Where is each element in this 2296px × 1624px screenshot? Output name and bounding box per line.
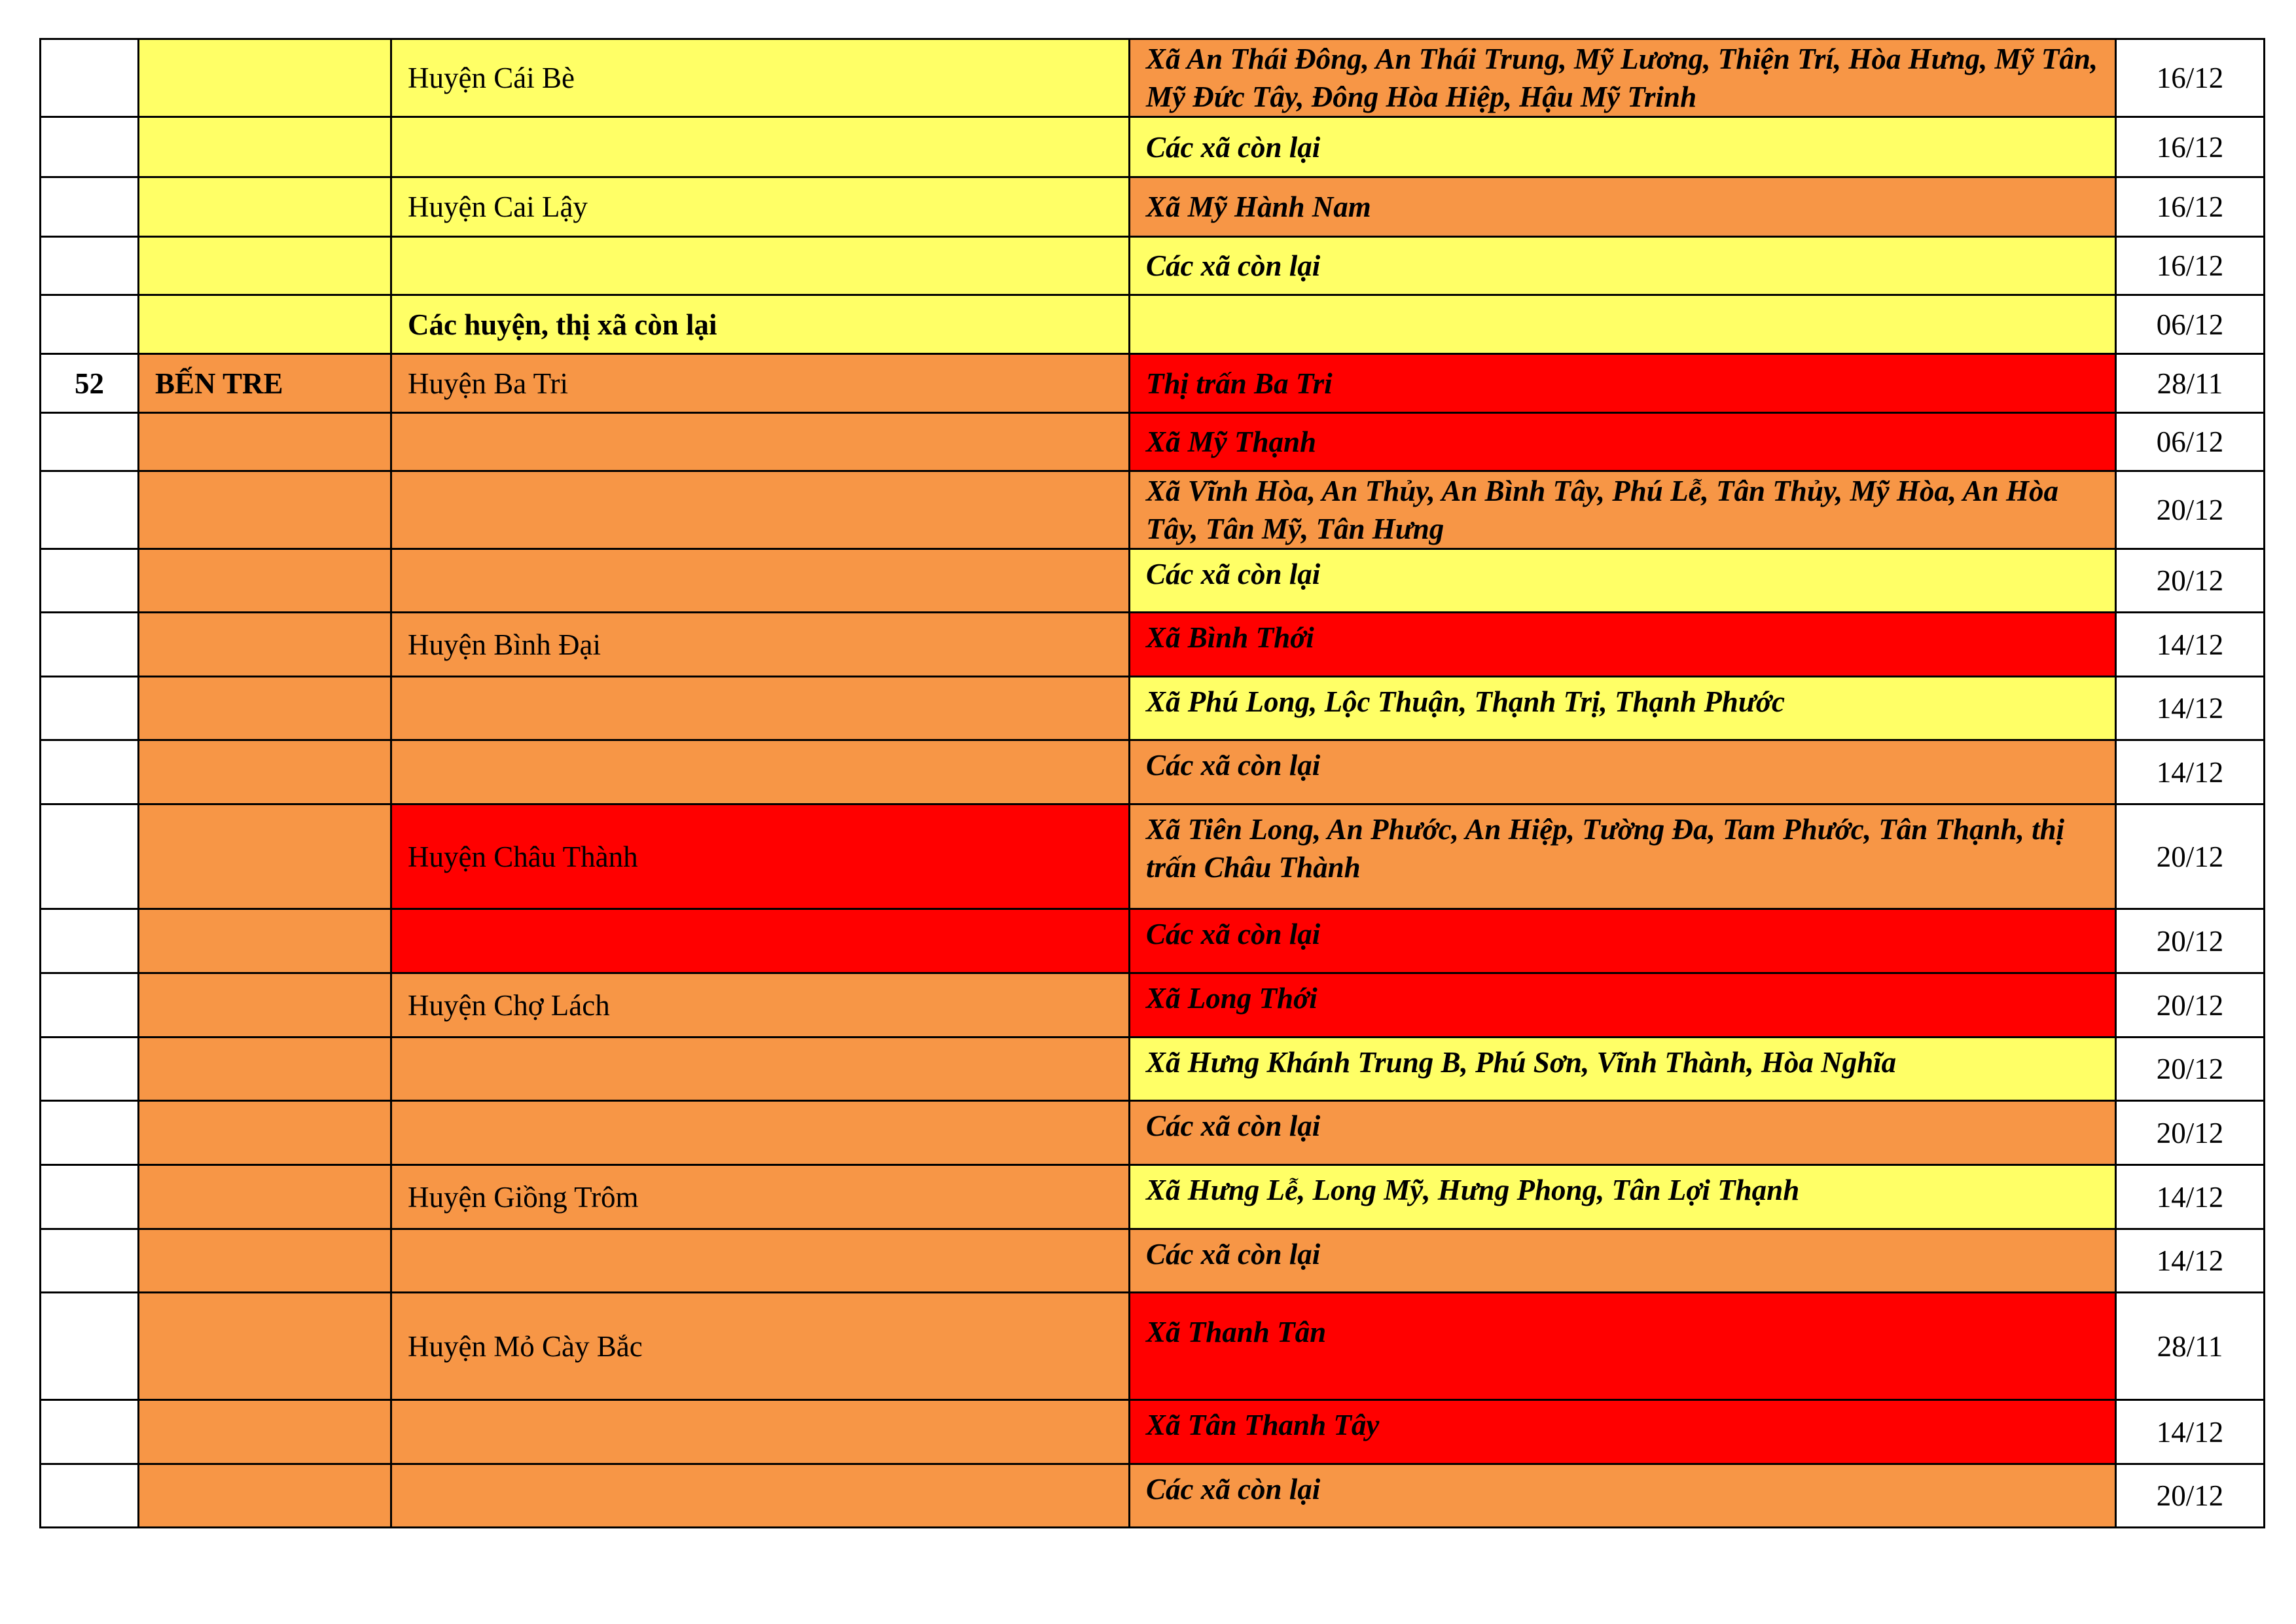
table-row bbox=[41, 177, 2265, 237]
province-cell bbox=[139, 1400, 391, 1464]
date-cell: 20/12 bbox=[2116, 909, 2265, 973]
district-cell: Huyện Ba Tri bbox=[391, 354, 1130, 413]
table-row bbox=[41, 1038, 2265, 1101]
table-row bbox=[41, 740, 2265, 804]
stt-cell bbox=[41, 39, 139, 117]
table-row bbox=[41, 677, 2265, 740]
district-cell bbox=[391, 117, 1130, 177]
date-cell: 16/12 bbox=[2116, 117, 2265, 177]
date-cell: 14/12 bbox=[2116, 613, 2265, 677]
table-row bbox=[41, 613, 2265, 677]
district-cell bbox=[391, 1038, 1130, 1101]
district-cell bbox=[391, 677, 1130, 740]
district-cell bbox=[391, 1400, 1130, 1464]
commune-cell: Xã Tân Thanh Tây bbox=[1130, 1400, 2116, 1464]
district-cell: Huyện Cái Bè bbox=[391, 39, 1130, 117]
commune-cell: Xã Vĩnh Hòa, An Thủy, An Bình Tây, Phú Lễ, Tân Thủy, Mỹ Hòa, An Hòa Tây, Tân Mỹ, Tân Hưng bbox=[1130, 471, 2116, 549]
date-cell: 28/11 bbox=[2116, 1293, 2265, 1400]
commune-cell: Xã An Thái Đông, An Thái Trung, Mỹ Lương, Thiện Trí, Hòa Hưng, Mỹ Tân, Mỹ Đức Tây, Đông Hòa Hiệp, Hậu Mỹ Trinh bbox=[1130, 39, 2116, 117]
table-row bbox=[41, 354, 2265, 413]
stt-cell: 52 bbox=[41, 354, 139, 413]
commune-cell: Thị trấn Ba Tri bbox=[1130, 354, 2116, 413]
date-cell: 14/12 bbox=[2116, 677, 2265, 740]
district-cell bbox=[391, 471, 1130, 549]
date-cell: 14/12 bbox=[2116, 740, 2265, 804]
date-cell: 20/12 bbox=[2116, 1038, 2265, 1101]
stt-cell bbox=[41, 1464, 139, 1528]
table-row bbox=[41, 1464, 2265, 1528]
district-cell bbox=[391, 1464, 1130, 1528]
date-cell: 20/12 bbox=[2116, 471, 2265, 549]
district-cell bbox=[391, 1229, 1130, 1293]
province-cell bbox=[139, 295, 391, 354]
province-cell bbox=[139, 1101, 391, 1165]
commune-cell: Các xã còn lại bbox=[1130, 237, 2116, 295]
province-cell bbox=[139, 549, 391, 613]
district-cell: Huyện Chợ Lách bbox=[391, 973, 1130, 1038]
table-row bbox=[41, 117, 2265, 177]
stt-cell bbox=[41, 1038, 139, 1101]
district-cell bbox=[391, 237, 1130, 295]
province-cell bbox=[139, 117, 391, 177]
province-cell bbox=[139, 677, 391, 740]
district-cell bbox=[391, 549, 1130, 613]
commune-cell: Các xã còn lại bbox=[1130, 1229, 2116, 1293]
province-cell bbox=[139, 471, 391, 549]
stt-cell bbox=[41, 413, 139, 471]
table-row bbox=[41, 804, 2265, 909]
commune-cell: Các xã còn lại bbox=[1130, 1464, 2116, 1528]
district-cell bbox=[391, 909, 1130, 973]
commune-cell: Xã Hưng Khánh Trung B, Phú Sơn, Vĩnh Thành, Hòa Nghĩa bbox=[1130, 1038, 2116, 1101]
date-cell: 28/11 bbox=[2116, 354, 2265, 413]
table-row bbox=[41, 549, 2265, 613]
date-cell: 16/12 bbox=[2116, 237, 2265, 295]
district-cell bbox=[391, 413, 1130, 471]
province-cell bbox=[139, 1038, 391, 1101]
table-row bbox=[41, 1400, 2265, 1464]
commune-cell: Xã Bình Thới bbox=[1130, 613, 2116, 677]
stt-cell bbox=[41, 613, 139, 677]
table-row bbox=[41, 1101, 2265, 1165]
stt-cell bbox=[41, 237, 139, 295]
date-cell: 20/12 bbox=[2116, 1101, 2265, 1165]
commune-cell: Xã Thanh Tân bbox=[1130, 1293, 2116, 1400]
commune-cell: Các xã còn lại bbox=[1130, 549, 2116, 613]
date-cell: 14/12 bbox=[2116, 1165, 2265, 1229]
date-cell: 14/12 bbox=[2116, 1229, 2265, 1293]
province-cell bbox=[139, 177, 391, 237]
date-cell: 20/12 bbox=[2116, 973, 2265, 1038]
commune-cell: Xã Phú Long, Lộc Thuận, Thạnh Trị, Thạnh Phước bbox=[1130, 677, 2116, 740]
province-cell bbox=[139, 804, 391, 909]
district-cell: Các huyện, thị xã còn lại bbox=[391, 295, 1130, 354]
stt-cell bbox=[41, 1165, 139, 1229]
zoning-table bbox=[39, 38, 2265, 1528]
date-cell: 20/12 bbox=[2116, 549, 2265, 613]
date-cell: 16/12 bbox=[2116, 177, 2265, 237]
table-row bbox=[41, 471, 2265, 549]
table-row bbox=[41, 1293, 2265, 1400]
table-row bbox=[41, 1165, 2265, 1229]
commune-cell: Các xã còn lại bbox=[1130, 909, 2116, 973]
province-cell bbox=[139, 740, 391, 804]
stt-cell bbox=[41, 177, 139, 237]
commune-cell: Các xã còn lại bbox=[1130, 740, 2116, 804]
table-row bbox=[41, 295, 2265, 354]
province-cell bbox=[139, 1293, 391, 1400]
province-cell bbox=[139, 1165, 391, 1229]
date-cell: 20/12 bbox=[2116, 1464, 2265, 1528]
stt-cell bbox=[41, 1101, 139, 1165]
district-cell: Huyện Cai Lậy bbox=[391, 177, 1130, 237]
commune-cell bbox=[1130, 295, 2116, 354]
province-cell bbox=[139, 613, 391, 677]
district-cell bbox=[391, 740, 1130, 804]
stt-cell bbox=[41, 1229, 139, 1293]
stt-cell bbox=[41, 471, 139, 549]
stt-cell bbox=[41, 909, 139, 973]
province-cell bbox=[139, 237, 391, 295]
province-cell bbox=[139, 1229, 391, 1293]
date-cell: 14/12 bbox=[2116, 1400, 2265, 1464]
commune-cell: Các xã còn lại bbox=[1130, 1101, 2116, 1165]
district-cell: Huyện Bình Đại bbox=[391, 613, 1130, 677]
stt-cell bbox=[41, 740, 139, 804]
date-cell: 06/12 bbox=[2116, 413, 2265, 471]
stt-cell bbox=[41, 117, 139, 177]
stt-cell bbox=[41, 295, 139, 354]
province-cell bbox=[139, 909, 391, 973]
stt-cell bbox=[41, 549, 139, 613]
stt-cell bbox=[41, 973, 139, 1038]
commune-cell: Xã Long Thới bbox=[1130, 973, 2116, 1038]
table-row bbox=[41, 39, 2265, 117]
district-cell bbox=[391, 1101, 1130, 1165]
commune-cell: Xã Mỹ Hành Nam bbox=[1130, 177, 2116, 237]
table-row bbox=[41, 909, 2265, 973]
stt-cell bbox=[41, 804, 139, 909]
province-cell bbox=[139, 39, 391, 117]
commune-cell: Xã Hưng Lễ, Long Mỹ, Hưng Phong, Tân Lợi Thạnh bbox=[1130, 1165, 2116, 1229]
province-cell: BẾN TRE bbox=[139, 354, 391, 413]
table-row bbox=[41, 413, 2265, 471]
commune-cell: Xã Tiên Long, An Phước, An Hiệp, Tường Đa, Tam Phước, Tân Thạnh, thị trấn Châu Thành bbox=[1130, 804, 2116, 909]
district-cell: Huyện Châu Thành bbox=[391, 804, 1130, 909]
province-cell bbox=[139, 1464, 391, 1528]
district-cell: Huyện Giồng Trôm bbox=[391, 1165, 1130, 1229]
date-cell: 20/12 bbox=[2116, 804, 2265, 909]
province-cell bbox=[139, 973, 391, 1038]
commune-cell: Xã Mỹ Thạnh bbox=[1130, 413, 2116, 471]
table-row bbox=[41, 973, 2265, 1038]
district-cell: Huyện Mỏ Cày Bắc bbox=[391, 1293, 1130, 1400]
date-cell: 16/12 bbox=[2116, 39, 2265, 117]
stt-cell bbox=[41, 1400, 139, 1464]
stt-cell bbox=[41, 677, 139, 740]
stt-cell bbox=[41, 1293, 139, 1400]
date-cell: 06/12 bbox=[2116, 295, 2265, 354]
province-cell bbox=[139, 413, 391, 471]
table-row bbox=[41, 237, 2265, 295]
commune-cell: Các xã còn lại bbox=[1130, 117, 2116, 177]
table-row bbox=[41, 1229, 2265, 1293]
